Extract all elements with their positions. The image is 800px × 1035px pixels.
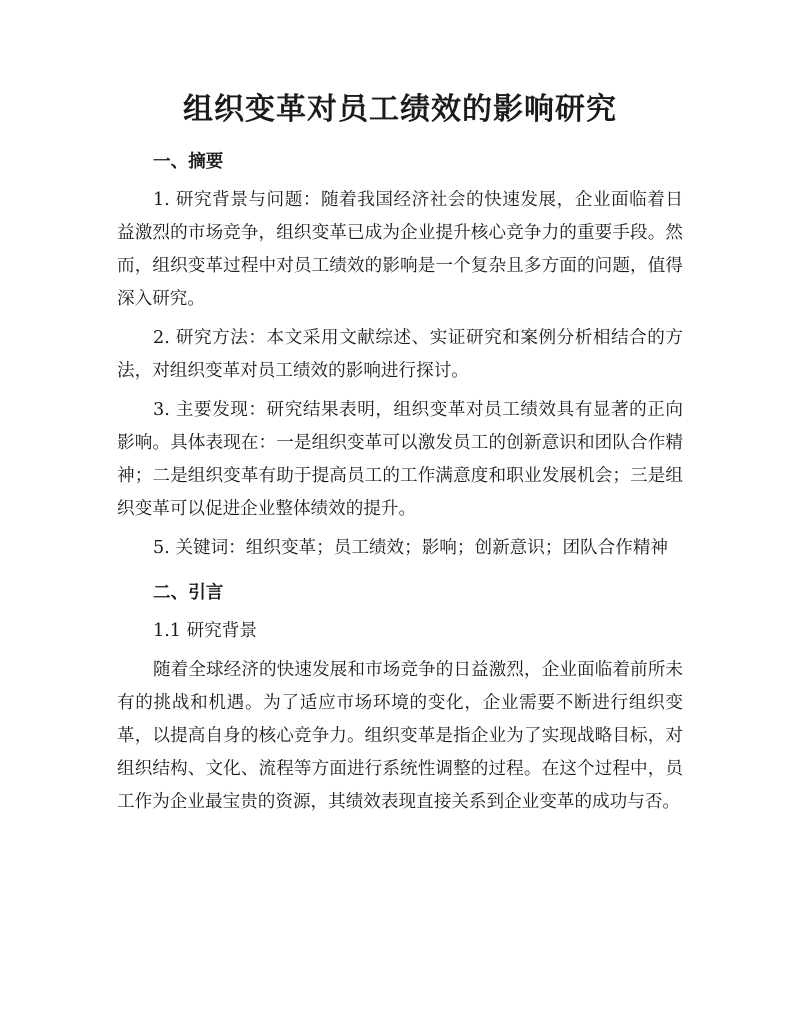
- abstract-paragraph-keywords: 5. 关键词：组织变革；员工绩效；影响；创新意识；团队合作精神: [153, 538, 669, 558]
- abstract-heading: 一、摘要: [153, 152, 224, 172]
- introduction-heading: 二、引言: [153, 583, 224, 603]
- abstract-paragraph-findings: 3. 主要发现：研究结果表明，组织变革对员工绩效具有显著的正向影响。具体表现在：一是组织变革可以激发员工的创新意识和团队合作精神；二是组织变革有助于提高员工的工作满意度和职业发展机会；三是组织变革可以促进企业整体绩效的提升。: [117, 400, 683, 519]
- introduction-paragraph: 随着全球经济的快速发展和市场竞争的日益激烈，企业面临着前所未有的挑战和机遇。为了适应市场环境的变化，企业需要不断进行组织变革，以提高自身的核心竞争力。组织变革是指企业为了实现战略目标，对组织结构、文化、流程等方面进行系统性调整的过程。在这个过程中，员工作为企业最宝贵的资源，其绩效表现直接关系到企业变革的成功与否。: [117, 660, 683, 812]
- document-body: [117, 140, 683, 825]
- document-title: 组织变革对员工绩效的影响研究: [183, 92, 617, 127]
- abstract-paragraph-method: 2. 研究方法：本文采用文献综述、实证研究和案例分析相结合的方法，对组织变革对员工绩效的影响进行探讨。: [117, 328, 683, 381]
- introduction-subheading: 1.1 研究背景: [153, 621, 257, 641]
- abstract-paragraph-background: 1. 研究背景与问题：随着我国经济社会的快速发展，企业面临着日益激烈的市场竞争，组织变革已成为企业提升核心竞争力的重要手段。然而，组织变革过程中对员工绩效的影响是一个复杂且多方面的问题，值得深入研究。: [117, 190, 683, 309]
